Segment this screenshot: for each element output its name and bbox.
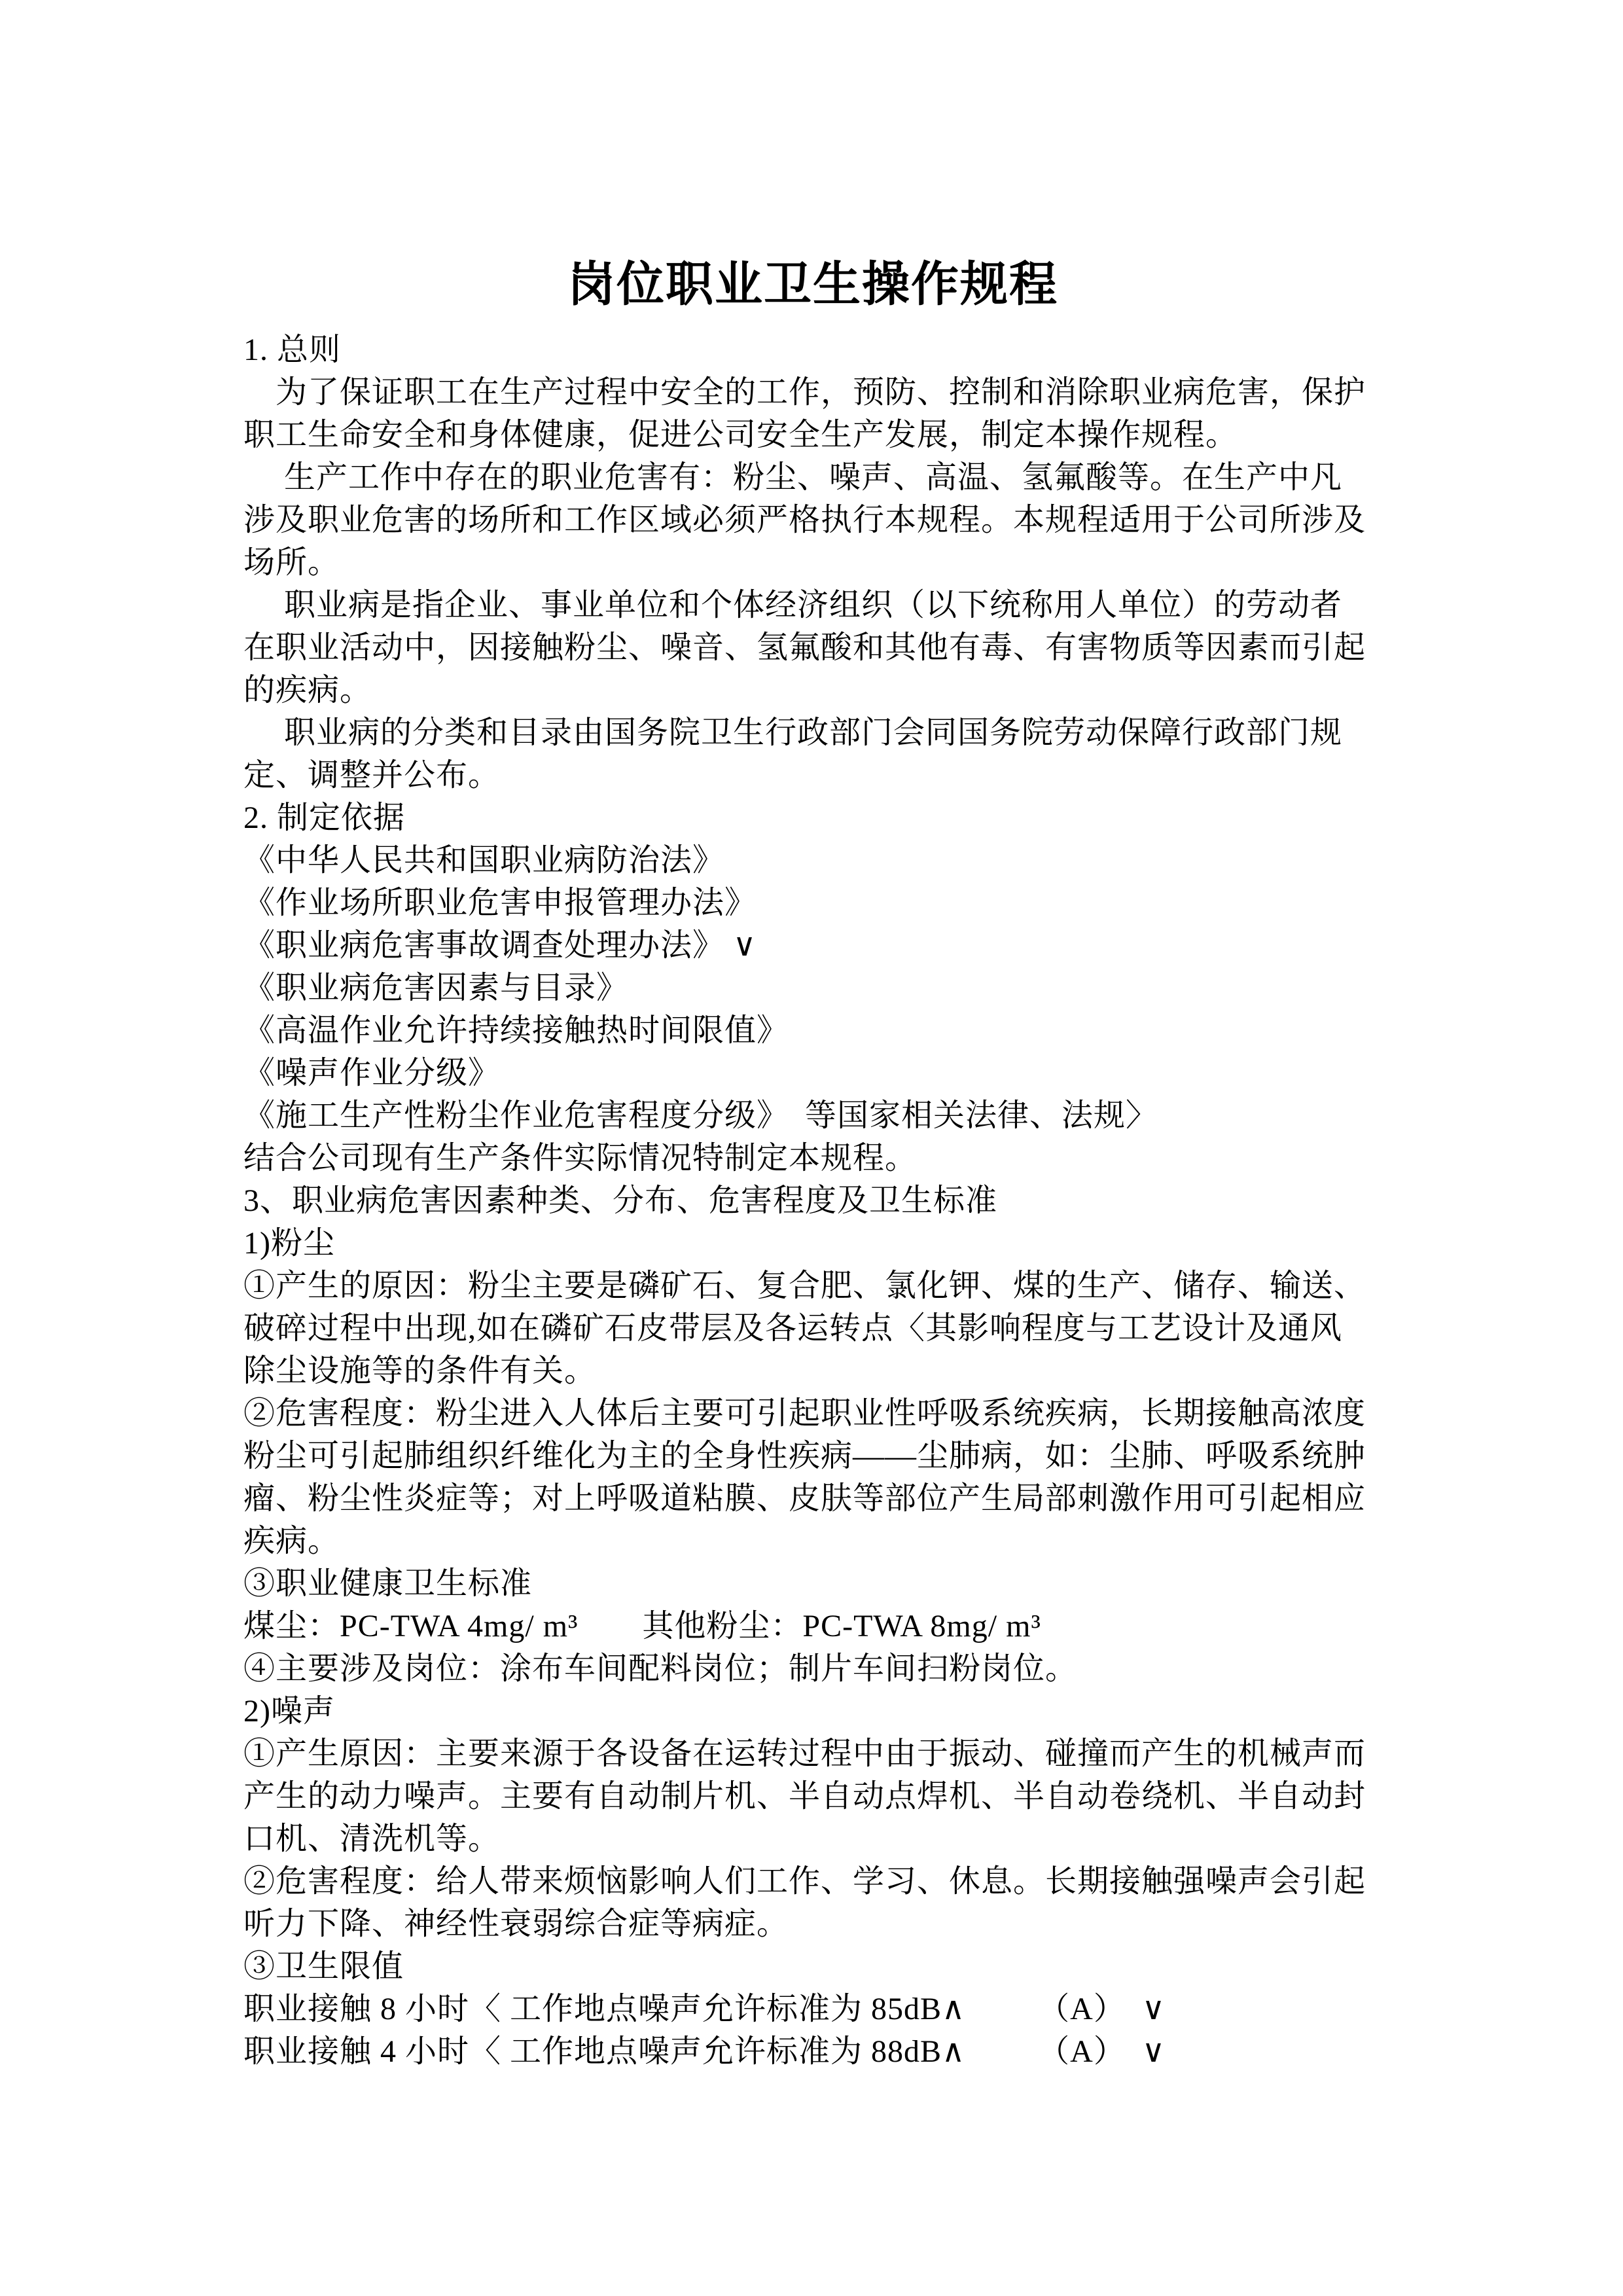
text-line: ④主要涉及岗位：涂布车间配料岗位；制片车间扫粉岗位。 xyxy=(243,1651,1078,1686)
text-line: 1. 总则 xyxy=(243,332,342,367)
text-line: 《职业病危害因素与目录》 xyxy=(243,971,629,1005)
text-line: 《作业场所职业危害申报管理办法》 xyxy=(243,886,757,920)
document-body xyxy=(243,329,1382,2073)
text-line: 2. 制定依据 xyxy=(243,800,406,835)
text-line: 除尘设施等的条件有关。 xyxy=(243,1354,597,1388)
text-line: 破碎过程中出现,如在磷矿石皮带层及各运转点〈其影响程度与工艺设计及通风 xyxy=(243,1311,1343,1346)
text-line: 《噪声作业分级》 xyxy=(243,1056,501,1090)
text-line: ③卫生限值 xyxy=(243,1949,404,1984)
text-line: ②危害程度：给人带来烦恼影响人们工作、学习、休息。长期接触强噪声会引起 xyxy=(243,1864,1366,1899)
text-line: 涉及职业危害的场所和工作区域必须严格执行本规程。本规程适用于公司所涉及 xyxy=(243,503,1366,537)
text-line: 3、职业病危害因素种类、分布、危害程度及卫生标准 xyxy=(243,1183,998,1218)
text-line: 职工生命安全和身体健康，促进公司安全生产发展，制定本操作规程。 xyxy=(243,418,1238,452)
text-line: 职业病的分类和目录由国务院卫生行政部门会同国务院劳动保障行政部门规 xyxy=(243,715,1343,750)
text-line: ①产生原因：主要来源于各设备在运转过程中由于振动、碰撞而产生的机械声而 xyxy=(243,1736,1366,1771)
text-line: 产生的动力噪声。主要有自动制片机、半自动点焊机、半自动卷绕机、半自动封 xyxy=(243,1779,1366,1814)
text-line: 场所。 xyxy=(243,545,340,580)
text-line: 听力下降、神经性衰弱综合症等病症。 xyxy=(243,1907,789,1941)
text-line: 《高温作业允许持续接触热时间限值》 xyxy=(243,1013,789,1048)
text-line: 职业接触 8 小时〈 工作地点噪声允许标准为 85dB∧ （A） ∨ xyxy=(243,1992,1166,2026)
text-line: 生产工作中存在的职业危害有：粉尘、噪声、高温、氢氟酸等。在生产中凡 xyxy=(243,460,1343,495)
text-line: ①产生的原因：粉尘主要是磷矿石、复合肥、氯化钾、煤的生产、储存、输送、 xyxy=(243,1268,1366,1303)
text-line: 口机、清洗机等。 xyxy=(243,1821,501,1856)
text-line: 为了保证职工在生产过程中安全的工作，预防、控制和消除职业病危害，保护 xyxy=(243,375,1366,410)
text-line: 《中华人民共和国职业病防治法》 xyxy=(243,843,725,878)
document-content xyxy=(243,257,1382,2073)
text-line: 职业接触 4 小时〈 工作地点噪声允许标准为 88dB∧ （A） ∨ xyxy=(243,2034,1166,2069)
text-line: 《职业病危害事故调查处理办法》 ∨ xyxy=(243,928,757,963)
text-line: 疾病。 xyxy=(243,1524,340,1558)
text-line: 在职业活动中，因接触粉尘、噪音、氢氟酸和其他有毒、有害物质等因素而引起 xyxy=(243,630,1366,665)
text-line: 2)噪声 xyxy=(243,1694,335,1729)
text-line: 1)粉尘 xyxy=(243,1226,335,1261)
text-line: 结合公司现有生产条件实际情况特制定本规程。 xyxy=(243,1141,918,1175)
text-line: ③职业健康卫生标准 xyxy=(243,1566,533,1601)
text-line: 《施工生产性粉尘作业危害程度分级》 等国家相关法律、法规〉 xyxy=(243,1098,1158,1133)
text-line: 职业病是指企业、事业单位和个体经济组织（以下统称用人单位）的劳动者 xyxy=(243,588,1343,622)
text-line: 粉尘可引起肺组织纤维化为主的全身性疾病——尘肺病，如：尘肺、呼吸系统肿 xyxy=(243,1439,1366,1473)
text-line: ②危害程度：粉尘进入人体后主要可引起职业性呼吸系统疾病，长期接触高浓度 xyxy=(243,1396,1366,1431)
text-line: 的疾病。 xyxy=(243,673,372,708)
text-line: 定、调整并公布。 xyxy=(243,758,501,793)
text-line: 瘤、粉尘性炎症等；对上呼吸道粘膜、皮肤等部位产生局部刺激作用可引起相应 xyxy=(243,1481,1366,1516)
document-title: 岗位职业卫生操作规程 xyxy=(567,258,1058,311)
text-line: 煤尘：PC-TWA 4mg/ m³ 其他粉尘：PC-TWA 8mg/ m³ xyxy=(243,1609,1041,1643)
